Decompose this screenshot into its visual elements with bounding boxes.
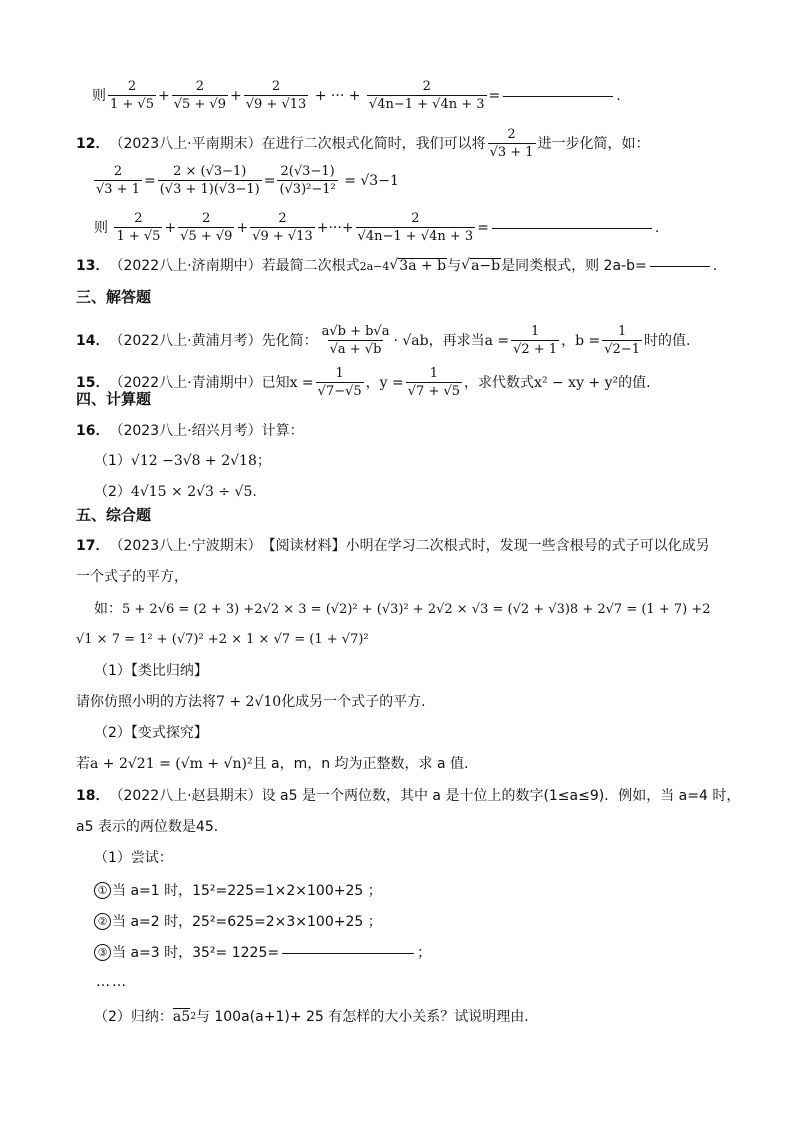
question-13: 13． （2022八上·济南期中） 若最简二次根式 2a−4 √ 3a + b 与 √ a−b 是同类根式，则 2a-b= .: [76, 257, 718, 275]
answer-blank[interactable]: [503, 95, 613, 97]
section-4-title: 四、计算题: [76, 390, 152, 408]
q17-example-2: √1 × 7 = 1² + (√7)² +2 × 1 × √7 = (1 + √7)²: [76, 632, 369, 647]
q16-part2: （2） 4√15 × 2√3 ÷ √5 .: [94, 484, 257, 500]
a5-overline: a5: [172, 1009, 191, 1025]
q17-part2-text: 若 a + 2√21 = (√m + √n)² 且 a，m，n 均为正整数，求 a 值.: [76, 756, 469, 772]
q18-part1-label: （1）尝试：: [94, 850, 173, 866]
question-12: 12． （2023八上·平南期末） 在进行二次根式化简时，我们可以将 $\frac{2}{√3 + 1}$ 进一步化简，如：: [76, 127, 650, 160]
question-17: 17． （2023八上·宁波期末） 【阅读材料】小明在学习二次根式时，发现一些含根号的式子可以化成另: [76, 538, 710, 554]
answer-blank[interactable]: [650, 265, 710, 267]
question-18: 18． （2022八上·赵县期末） 设 a5 是一个两位数，其中 a 是十位上的数字(1≤a≤9)．例如，当 a=4 时，: [76, 788, 741, 804]
q17-line2: 一个式子的平方，: [76, 569, 188, 585]
top-sum-line: 则 $\frac{2}{1 + √5}$ + $\frac{2}{√5 + √9}$ + $\frac{2}{√9 + √13}$ + ··· + $\frac{2}{√4n-1 + √4n + 3}$ = .: [92, 79, 621, 112]
circle-number-2-icon: ②: [94, 913, 111, 930]
answer-blank[interactable]: [282, 952, 414, 954]
q17-part1-label: （1）【类比归纳】: [94, 663, 208, 679]
q17-part2-label: （2）【变式探究】: [94, 725, 208, 741]
question-16: 16． （2023八上·绍兴月考） 计算：: [76, 423, 304, 439]
q18-line2: a5 表示的两位数是45．: [76, 819, 228, 835]
circle-number-3-icon: ③: [94, 944, 111, 961]
q16-part1: （1） √12 −3√8 + 2√18 ；: [94, 453, 271, 469]
q18-case-1: ① 当 a=1 时，15²=225=1×2×100+25 ；: [94, 882, 382, 899]
q18-part2: （2）归纳： a5 2 与 100a(a+1)+ 25 有怎样的大小关系？试说明理由.: [94, 1009, 529, 1025]
q12-sum-line: 则 $\frac{2}{1 + √5}$ + $\frac{2}{√5 + √9}$ + $\frac{2}{√9 + √13}$ +···+ $\frac{2}{√4n-1 + √4n + 3}$ = .: [94, 211, 660, 244]
question-15: 15． （2022八上·青浦期中） 已知 x = $\frac{1}{√7-√5}$ ，y = $\frac{1}{√7 + √5}$ ，求代数式 x² − xy + y² 的值.: [76, 366, 651, 399]
q17-part1-text: 请你仿照小明的方法将 7 + 2√10 化成另一个式子的平方.: [76, 694, 426, 710]
q18-case-3: ③ 当 a=3 时，35²= 1225= ；: [94, 944, 431, 961]
q18-ellipsis: ……: [96, 974, 128, 990]
circle-number-1-icon: ①: [94, 882, 111, 899]
top-prefix: 则: [92, 87, 106, 104]
answer-blank[interactable]: [492, 227, 652, 229]
q18-case-2: ② 当 a=2 时，25²=625=2×3×100+25 ；: [94, 913, 382, 930]
q12-example: $\frac{2}{√3 + 1}$ = $\frac{2 \times (√3-1)}{(√3 + 1)(√3-1)}$ = $\frac{2(√3-1)}{\text{(√3)²−1²}}$ = √3−1: [96, 164, 399, 197]
q17-example-1: 如： 5 + 2√6 = (2 + 3) +2√2 × 3 = (√2)² + (√3)² + 2√2 × √3 = (√2 + √3)8 + 2√7 = (1 + 7) +2: [94, 601, 711, 617]
section-5-title: 五、综合题: [76, 506, 152, 524]
section-3-title: 三、解答题: [76, 288, 152, 306]
question-14: 14． （2022八上·黄浦月考） 先化简： $\frac{a√b + b√a}{√a + √b}$ · √ab ，再求当 a = $\frac{1}{√2 + 1}$ ，b = $\frac{1}{√2-1}$ 时的值.: [76, 324, 691, 357]
